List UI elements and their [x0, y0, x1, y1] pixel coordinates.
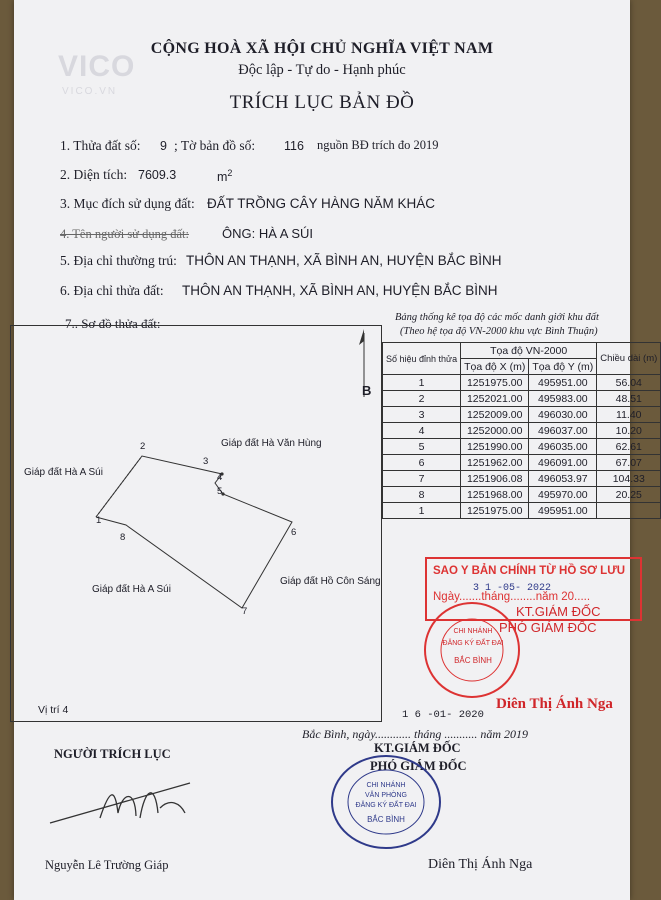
adjacent-left: Giáp đất Hà A Súi	[24, 467, 103, 478]
col-length: Chiều dài (m)	[597, 343, 661, 375]
copy-signer-name: Diên Thị Ánh Nga	[496, 696, 613, 712]
vertex-label-2: 2	[140, 441, 146, 452]
watermark-subtitle: VICO.VN	[62, 86, 118, 97]
red-office-seal	[422, 600, 522, 700]
col-point: Số hiệu đỉnh thửa	[383, 343, 461, 375]
copy-stamp-line1: SAO Y BẢN CHÍNH TỪ HỒ SƠ LƯU	[433, 565, 626, 577]
receipt-stamp-date: 1 6 -01- 2020	[402, 709, 484, 721]
vertex-label-3: 3	[203, 456, 209, 467]
permanent-address: THÔN AN THẠNH, XÃ BÌNH AN, HUYỆN BẮC BÌNH	[186, 253, 502, 268]
sheet-number: 116	[284, 139, 304, 153]
table-row: 5 1251990.00 496035.00 62.61	[383, 439, 661, 455]
motto: Độc lập - Tự do - Hạnh phúc	[238, 62, 406, 78]
seal-middle-1: VĂN PHÒNG	[364, 792, 407, 799]
table-row: 1 1251975.00 495951.00 56.04	[383, 375, 661, 391]
table-row: 8 1251968.00 495970.00 20.25	[383, 487, 661, 503]
copy-role-1: KT.GIÁM ĐỐC	[516, 604, 601, 619]
copy-stamp-line2: Ngày.......tháng........năm 20.....	[433, 591, 591, 603]
north-label: B	[362, 383, 372, 398]
seal-bottom: BẮC BÌNH	[367, 815, 405, 824]
table-row: 7 1251906.08 496053.97 104.33	[383, 471, 661, 487]
map-source: nguồn BĐ trích đo 2019	[317, 138, 439, 152]
adjacent-right: Giáp đất Hồ Côn Sáng	[280, 576, 381, 587]
red-seal-middle: ĐĂNG KÝ ĐẤT ĐAI	[442, 640, 504, 647]
area-unit: $m^2$	[217, 168, 233, 185]
field-2-label: 2. Diện tích:	[60, 167, 128, 182]
col-x: Tọa độ X (m)	[461, 359, 529, 375]
signing-date-line: Bắc Bình, ngày............ tháng ........... năm 2019	[302, 727, 528, 741]
adjacent-bottom: Giáp đất Hà A Súi	[92, 584, 171, 595]
seal-top: CHI NHÁNH	[366, 782, 406, 789]
sheet-label: ; Tờ bản đồ số:	[174, 138, 256, 153]
vertex-label-4: 4	[217, 472, 223, 483]
red-seal-bottom: BẮC BÌNH	[454, 656, 492, 665]
col-y: Tọa độ Y (m)	[529, 359, 597, 375]
red-seal-top: CHI NHÁNH	[453, 628, 493, 635]
seal-middle-2: ĐĂNG KÝ ĐẤT ĐAI	[355, 802, 417, 809]
approver-title-1: KT.GIÁM ĐỐC	[374, 741, 461, 755]
nation-title: CỘNG HOÀ XÃ HỘI CHỦ NGHĨA VIỆT NAM	[150, 40, 494, 57]
vertex-label-5: 5	[217, 486, 223, 497]
parcel-address: THÔN AN THẠNH, XÃ BÌNH AN, HUYỆN BẮC BÌNH	[182, 283, 498, 298]
area-value: 7609.3	[138, 168, 177, 182]
field-4-label: 4. Tên người sử dụng đất:	[60, 227, 189, 241]
vertex-label-8: 8	[120, 532, 126, 543]
table-title-2: (Theo hệ tọa độ VN-2000 khu vực Bình Thuận)	[400, 326, 598, 337]
document-title: TRÍCH LỤC BẢN ĐỒ	[229, 92, 415, 113]
parcel-sketch	[10, 325, 380, 720]
table-title-1: Bảng thống kê tọa độ các mốc danh giới khu đất	[395, 312, 599, 323]
approver-name: Diên Thị Ánh Nga	[428, 857, 533, 872]
land-use-purpose: ĐẤT TRỒNG CÂY HÀNG NĂM KHÁC	[207, 196, 436, 211]
field-7-label: 7.. Sơ đồ thửa đất:	[65, 316, 161, 331]
document-page	[14, 0, 658, 900]
vertex-label-7: 7	[242, 606, 248, 617]
copy-stamp-date: 3 1 -05- 2022	[473, 583, 552, 594]
parcel-number: 9	[160, 139, 167, 153]
position-label: Vị trí 4	[38, 704, 69, 716]
table-row: 4 1252000.00 496037.00 10.20	[383, 423, 661, 439]
approver-title-2: PHÓ GIÁM ĐỐC	[370, 759, 467, 773]
field-3-label: 3. Mục đích sử dụng đất:	[60, 196, 195, 211]
table-row: 2 1252021.00 495983.00 48.51	[383, 391, 661, 407]
field-1-label: 1. Thửa đất số:	[60, 138, 141, 153]
table-row: 6 1251962.00 496091.00 67.07	[383, 455, 661, 471]
table-row: 3 1252009.00 496030.00 11.40	[383, 407, 661, 423]
land-user-name: ÔNG: HÀ A SÚI	[222, 226, 314, 241]
col-group-vn2000: Tọa độ VN-2000	[461, 343, 597, 359]
extractor-signature	[40, 768, 200, 838]
vertex-label-1: 1	[96, 515, 102, 526]
adjacent-top: Giáp đất Hà Văn Hùng	[221, 438, 322, 449]
north-arrow-head	[359, 329, 364, 345]
field-6-label: 6. Địa chỉ thửa đất:	[60, 283, 164, 298]
watermark-logo: VICO	[58, 50, 136, 83]
extractor-name: Nguyễn Lê Trường Giáp	[45, 858, 169, 872]
copy-role-2: PHÓ GIÁM ĐỐC	[499, 620, 597, 635]
field-5-label: 5. Địa chỉ thường trú:	[60, 253, 177, 268]
table-row: 1 1251975.00 495951.00	[383, 503, 661, 519]
coordinates-table	[382, 342, 661, 519]
extractor-title: NGƯỜI TRÍCH LỤC	[54, 747, 171, 761]
vertex-label-6: 6	[291, 527, 297, 538]
